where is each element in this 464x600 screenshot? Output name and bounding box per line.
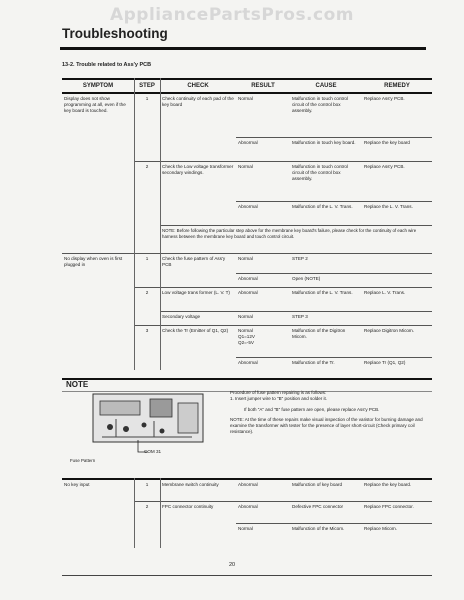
- cell-symptom: No display when oven is first plugged in: [62, 253, 134, 273]
- bottom-rule: [62, 575, 432, 576]
- header-remedy: REMEDY: [362, 79, 432, 93]
- watermark: AppliancePartsPros.com: [109, 5, 354, 25]
- cell-cause: Malfunction in touch control circuit of the control box assembly.: [292, 96, 348, 114]
- section-heading: 13-2. Trouble related to Ass'y PCB: [62, 62, 152, 68]
- table-row: [62, 137, 432, 161]
- cell-result: Abnormal: [236, 201, 290, 225]
- table-row: [62, 479, 432, 501]
- cell-symptom: Display does not show programming at all, even if the key board is touched.: [64, 96, 126, 114]
- fuse-pattern-caption: Fuse Pattern: [70, 458, 96, 463]
- cell-remedy: Replace the L. V. Trans.: [362, 201, 432, 225]
- table-row: [62, 523, 432, 543]
- note-line: NOTE: At the time of these repairs make visual inspection of the varistor for burning damage and examine the transformer with tester for the presence of layer short-circuit (Check primary coil resistance).: [230, 416, 423, 435]
- table-row: [62, 357, 432, 371]
- page-number: 20: [228, 562, 236, 568]
- column-divider: [160, 78, 161, 370]
- column-divider: [160, 478, 161, 548]
- table-row: [62, 201, 432, 225]
- cell-result: Abnormal: [236, 501, 290, 523]
- cell-result: Normal: [236, 253, 290, 273]
- note-cell: NOTE: Before following the particular step above for the membrane key board's failure, please check for the continuity of each wire harness between the membrane key board and touch control circuit.: [160, 225, 432, 253]
- note-title: NOTE: [66, 380, 89, 389]
- cell-cause: Malfunction of key board: [292, 482, 343, 487]
- cell-cause: STEP 3: [290, 311, 362, 325]
- cell-check: Check the Tr (Emitter of Q1, Q2): [160, 325, 236, 357]
- cell-result: Normal: [236, 311, 290, 325]
- note-block: [62, 378, 432, 471]
- cell-cause: Malfunction of the Micom.: [290, 523, 362, 543]
- troubleshooting-table: [62, 78, 432, 371]
- note-line: If both "A" and "B" fuse pattern are open, please replace Ass'y PCB.: [244, 406, 380, 412]
- table-row: [62, 287, 432, 311]
- cell-step: 1: [134, 253, 160, 273]
- cell-step: 2: [134, 287, 160, 311]
- cell-result: Abnormal: [236, 137, 290, 161]
- cell-remedy: Replace the key board.: [364, 482, 412, 487]
- column-divider: [134, 78, 135, 370]
- table-row: [62, 93, 432, 137]
- table-row: [62, 161, 432, 201]
- cell-remedy: Replace Tr (Q1, Q2): [362, 357, 432, 371]
- cell-step: 2: [134, 161, 160, 201]
- cell-result: Abnormal: [236, 287, 290, 311]
- cell-result: Abnormal: [238, 482, 258, 487]
- cell-check: Check continuity of each pad of the key board: [162, 96, 234, 108]
- table-row: [62, 325, 432, 357]
- note-text: [230, 390, 430, 440]
- cell-result: Normal: [238, 96, 253, 102]
- cell-check: Low voltage trans former (L. V. T): [160, 287, 236, 311]
- cell-remedy: Replace Ass'y PCB.: [364, 96, 405, 102]
- cell-cause: STEP 2: [290, 253, 362, 273]
- page-title: Troubleshooting: [62, 26, 168, 41]
- column-divider: [134, 478, 135, 548]
- cell-result: Normal: [236, 523, 290, 543]
- cell-check: FPC connector continuity: [160, 501, 236, 523]
- header-symptom: SYMPTOM: [62, 79, 134, 93]
- cell-cause: Malfunction of the Tr.: [290, 357, 362, 371]
- cell-remedy: Replace FPC connector.: [362, 501, 432, 523]
- note-line: Procedure of fuse pattern repairing is as follows:: [230, 390, 327, 395]
- table-row: [62, 225, 432, 253]
- cell-remedy: Replace L. V. Trans.: [362, 287, 432, 311]
- note-line: 1. Insert jumper wire to "B" position and solder it.: [230, 396, 327, 402]
- com-label: COM 31: [144, 449, 162, 454]
- cell-check: Check the fuse pattern of Ass'y PCB: [160, 253, 236, 273]
- header-check: CHECK: [160, 79, 236, 93]
- table-row: [62, 501, 432, 523]
- cell-check: Secondary voltage: [160, 311, 236, 325]
- cell-cause: Malfunction in touch control circuit of the control box assembly.: [290, 161, 362, 201]
- table-row: [62, 273, 432, 287]
- table-header-row: [62, 79, 432, 93]
- cell-step: 1: [145, 482, 149, 487]
- cell-cause: Defective FPC connector: [290, 501, 362, 523]
- cell-result: Normal: [236, 161, 290, 201]
- cell-check: Check the Low voltage transformer secondary windings.: [160, 161, 236, 201]
- cell-remedy: Replace Micom.: [362, 523, 432, 543]
- cell-result: Abnormal: [236, 357, 290, 371]
- cell-remedy: Replace Digitron Micom.: [362, 325, 432, 357]
- cell-cause: Malfunction of the L. V. Trans.: [290, 287, 362, 311]
- cell-remedy: Replace Ass'y PCB.: [362, 161, 432, 201]
- cell-step: 2: [134, 501, 160, 523]
- cell-cause: Open (NOTE): [290, 273, 362, 287]
- cell-cause: Malfunction of the Digitron Micom.: [290, 325, 362, 357]
- cell-check: Membrane switch continuity: [162, 482, 219, 487]
- cell-symptom: No key input: [64, 482, 90, 487]
- cell-result: Abnormal: [236, 273, 290, 287]
- title-rule: [60, 47, 426, 50]
- header-cause: CAUSE: [290, 79, 362, 93]
- header-result: RESULT: [236, 79, 290, 93]
- cell-cause: Malfunction in touch key board.: [290, 137, 362, 161]
- cell-result: Normal Q1=12V Q2=-5V: [236, 325, 290, 357]
- fuse-pattern-diagram: [92, 393, 204, 443]
- table-row: [62, 253, 432, 273]
- table-row: [62, 311, 432, 325]
- key-input-table: [62, 478, 432, 543]
- cell-cause: Malfunction of the L. V. Trans.: [290, 201, 362, 225]
- header-step: STEP: [134, 79, 160, 93]
- cell-remedy: Replace the key board: [362, 137, 432, 161]
- cell-step: 3: [134, 325, 160, 357]
- cell-step: 1: [145, 96, 149, 102]
